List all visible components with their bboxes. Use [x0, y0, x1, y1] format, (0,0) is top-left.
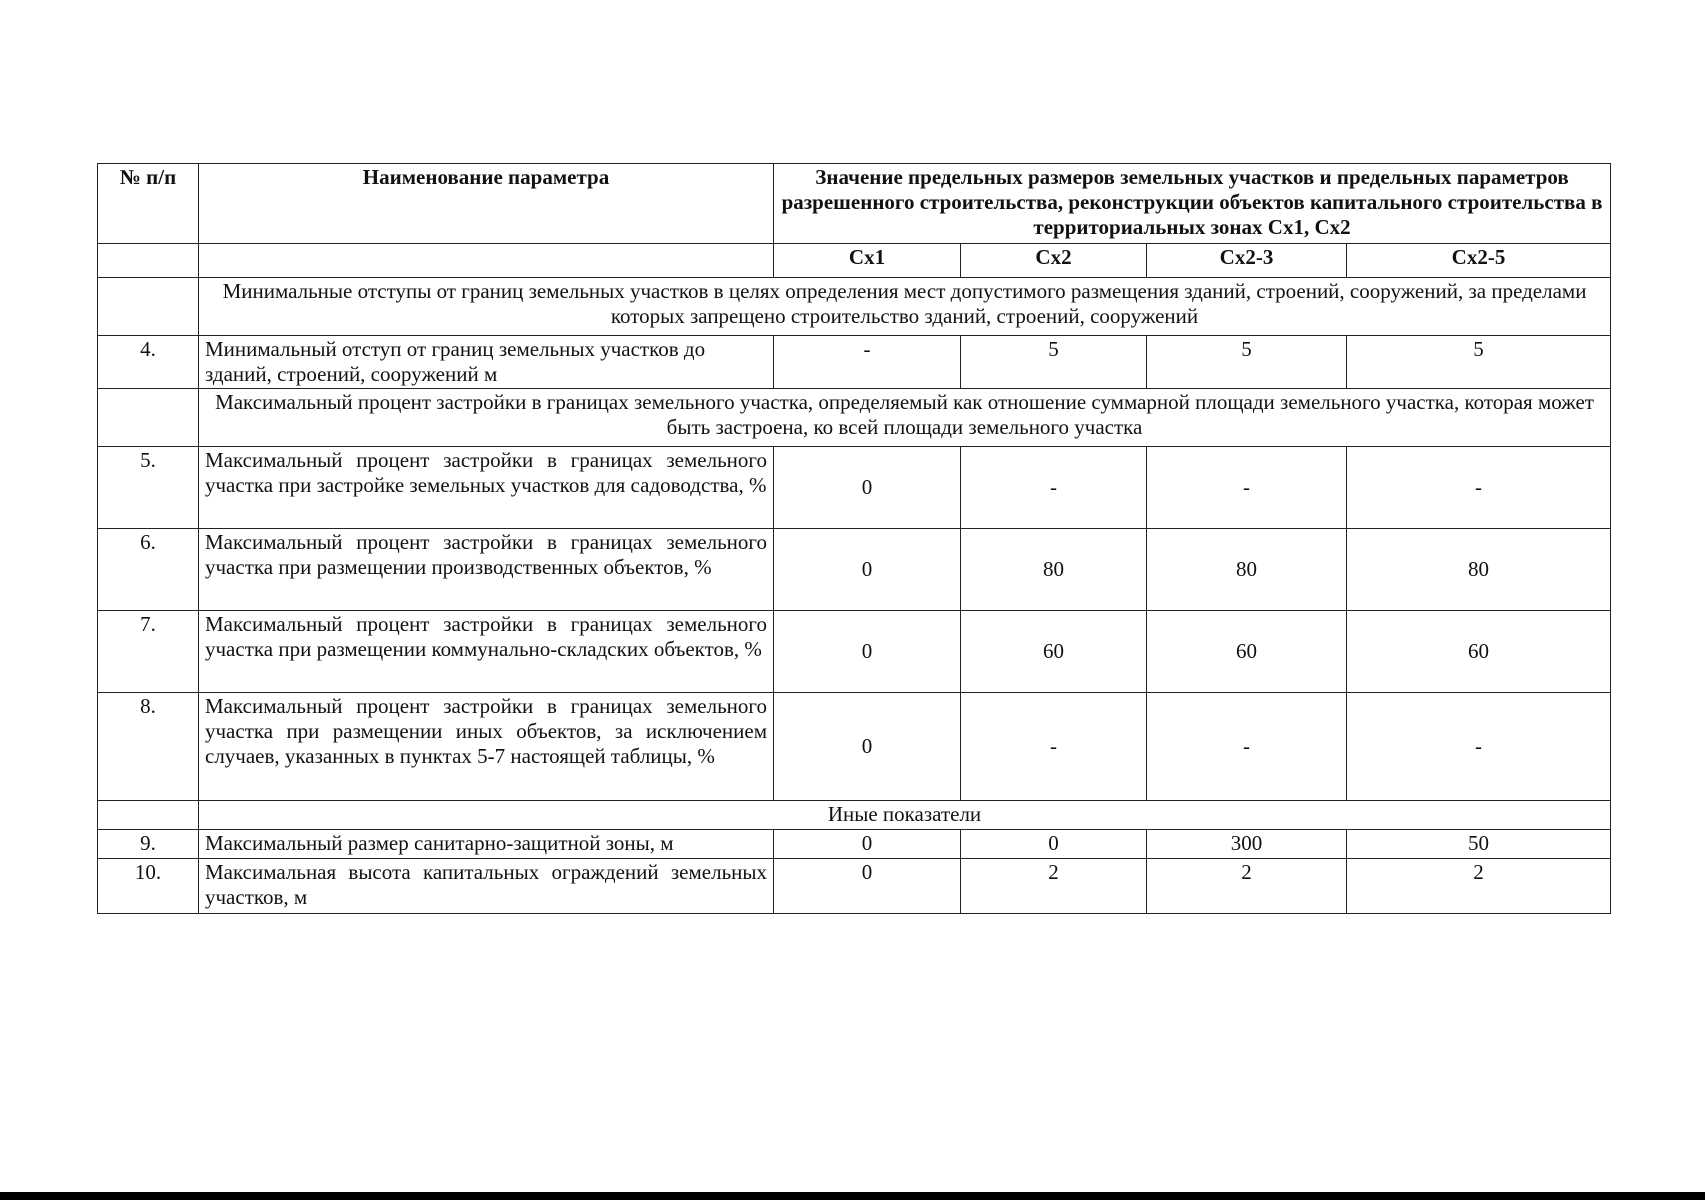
value-cell: 0: [774, 859, 961, 914]
table-row: [98, 529, 1611, 611]
zone-header-row: [98, 244, 1611, 278]
value-cell: 0: [774, 611, 961, 693]
value-cell: 5: [1347, 336, 1611, 389]
section-title-coverage: Максимальный процент застройки в границах земельного участка, определяемый как отношение суммарной площади земельного участка, которая может быть застроена, ко всей площади земельного участка: [199, 389, 1611, 447]
value-cell: -: [774, 336, 961, 389]
value-cell: -: [1147, 693, 1347, 801]
table-row: [98, 859, 1611, 914]
parameter-name: Максимальный процент застройки в границах земельного участка при размещении иных объектов, за исключением случаев, указанных в пунктах 5-7 настоящей таблицы, %: [199, 693, 774, 801]
row-number: 9.: [98, 830, 199, 859]
header-parameter-name: Наименование параметра: [199, 164, 774, 244]
value-cell: -: [1147, 447, 1347, 529]
value-cell: -: [961, 447, 1147, 529]
row-number: 8.: [98, 693, 199, 801]
value-cell: 60: [961, 611, 1147, 693]
header-number: № п/п: [98, 164, 199, 244]
zone-header: Сх1: [774, 244, 961, 278]
row-number: 6.: [98, 529, 199, 611]
table-row: [98, 611, 1611, 693]
row-number: 7.: [98, 611, 199, 693]
value-cell: 0: [774, 529, 961, 611]
parameter-name: Минимальный отступ от границ земельных участков до зданий, строений, сооружений м: [199, 336, 774, 389]
empty-cell: [98, 389, 199, 447]
table-row: [98, 336, 1611, 389]
value-cell: 60: [1347, 611, 1611, 693]
value-cell: 0: [774, 830, 961, 859]
value-cell: 2: [1347, 859, 1611, 914]
header-value: Значение предельных размеров земельных участков и предельных параметров разрешенного строительства, реконструкции объектов капитального строительства в территориальных зонах Сх1, Сх2: [774, 164, 1611, 244]
value-cell: -: [961, 693, 1147, 801]
section-row: [98, 389, 1611, 447]
value-cell: 5: [1147, 336, 1347, 389]
parameter-name: Максимальный процент застройки в границах земельного участка при размещении коммунально-складских объектов, %: [199, 611, 774, 693]
empty-cell: [98, 801, 199, 830]
value-cell: 5: [961, 336, 1147, 389]
parameter-name: Максимальный процент застройки в границах земельного участка при застройке земельных участков для садоводства, %: [199, 447, 774, 529]
row-number: 4.: [98, 336, 199, 389]
zone-header: Сх2-3: [1147, 244, 1347, 278]
row-number: 10.: [98, 859, 199, 914]
table-row: [98, 830, 1611, 859]
value-cell: -: [1347, 447, 1611, 529]
value-cell: 80: [1347, 529, 1611, 611]
row-number: 5.: [98, 447, 199, 529]
empty-cell: [199, 244, 774, 278]
value-cell: 80: [961, 529, 1147, 611]
value-cell: 2: [1147, 859, 1347, 914]
value-cell: 300: [1147, 830, 1347, 859]
section-row: [98, 278, 1611, 336]
value-cell: 50: [1347, 830, 1611, 859]
section-title-other: Иные показатели: [199, 801, 1611, 830]
value-cell: 60: [1147, 611, 1347, 693]
table-row: [98, 447, 1611, 529]
table-row: [98, 693, 1611, 801]
value-cell: 0: [961, 830, 1147, 859]
value-cell: -: [1347, 693, 1611, 801]
zone-header: Сх2-5: [1347, 244, 1611, 278]
section-row: [98, 801, 1611, 830]
value-cell: 0: [774, 693, 961, 801]
parameter-name: Максимальный процент застройки в границах земельного участка при размещении производственных объектов, %: [199, 529, 774, 611]
value-cell: 80: [1147, 529, 1347, 611]
empty-cell: [98, 278, 199, 336]
value-cell: 2: [961, 859, 1147, 914]
parameter-name: Максимальная высота капитальных ограждений земельных участков, м: [199, 859, 774, 914]
parameters-table: [97, 163, 1611, 914]
empty-cell: [98, 244, 199, 278]
parameter-name: Максимальный размер санитарно-защитной зоны, м: [199, 830, 774, 859]
header-row: [98, 164, 1611, 244]
value-cell: 0: [774, 447, 961, 529]
section-title-setbacks: Минимальные отступы от границ земельных участков в целях определения мест допустимого размещения зданий, строений, сооружений, за пределами которых запрещено строительство зданий, строений, сооружений: [199, 278, 1611, 336]
zone-header: Сх2: [961, 244, 1147, 278]
scan-edge: [0, 1192, 1705, 1200]
